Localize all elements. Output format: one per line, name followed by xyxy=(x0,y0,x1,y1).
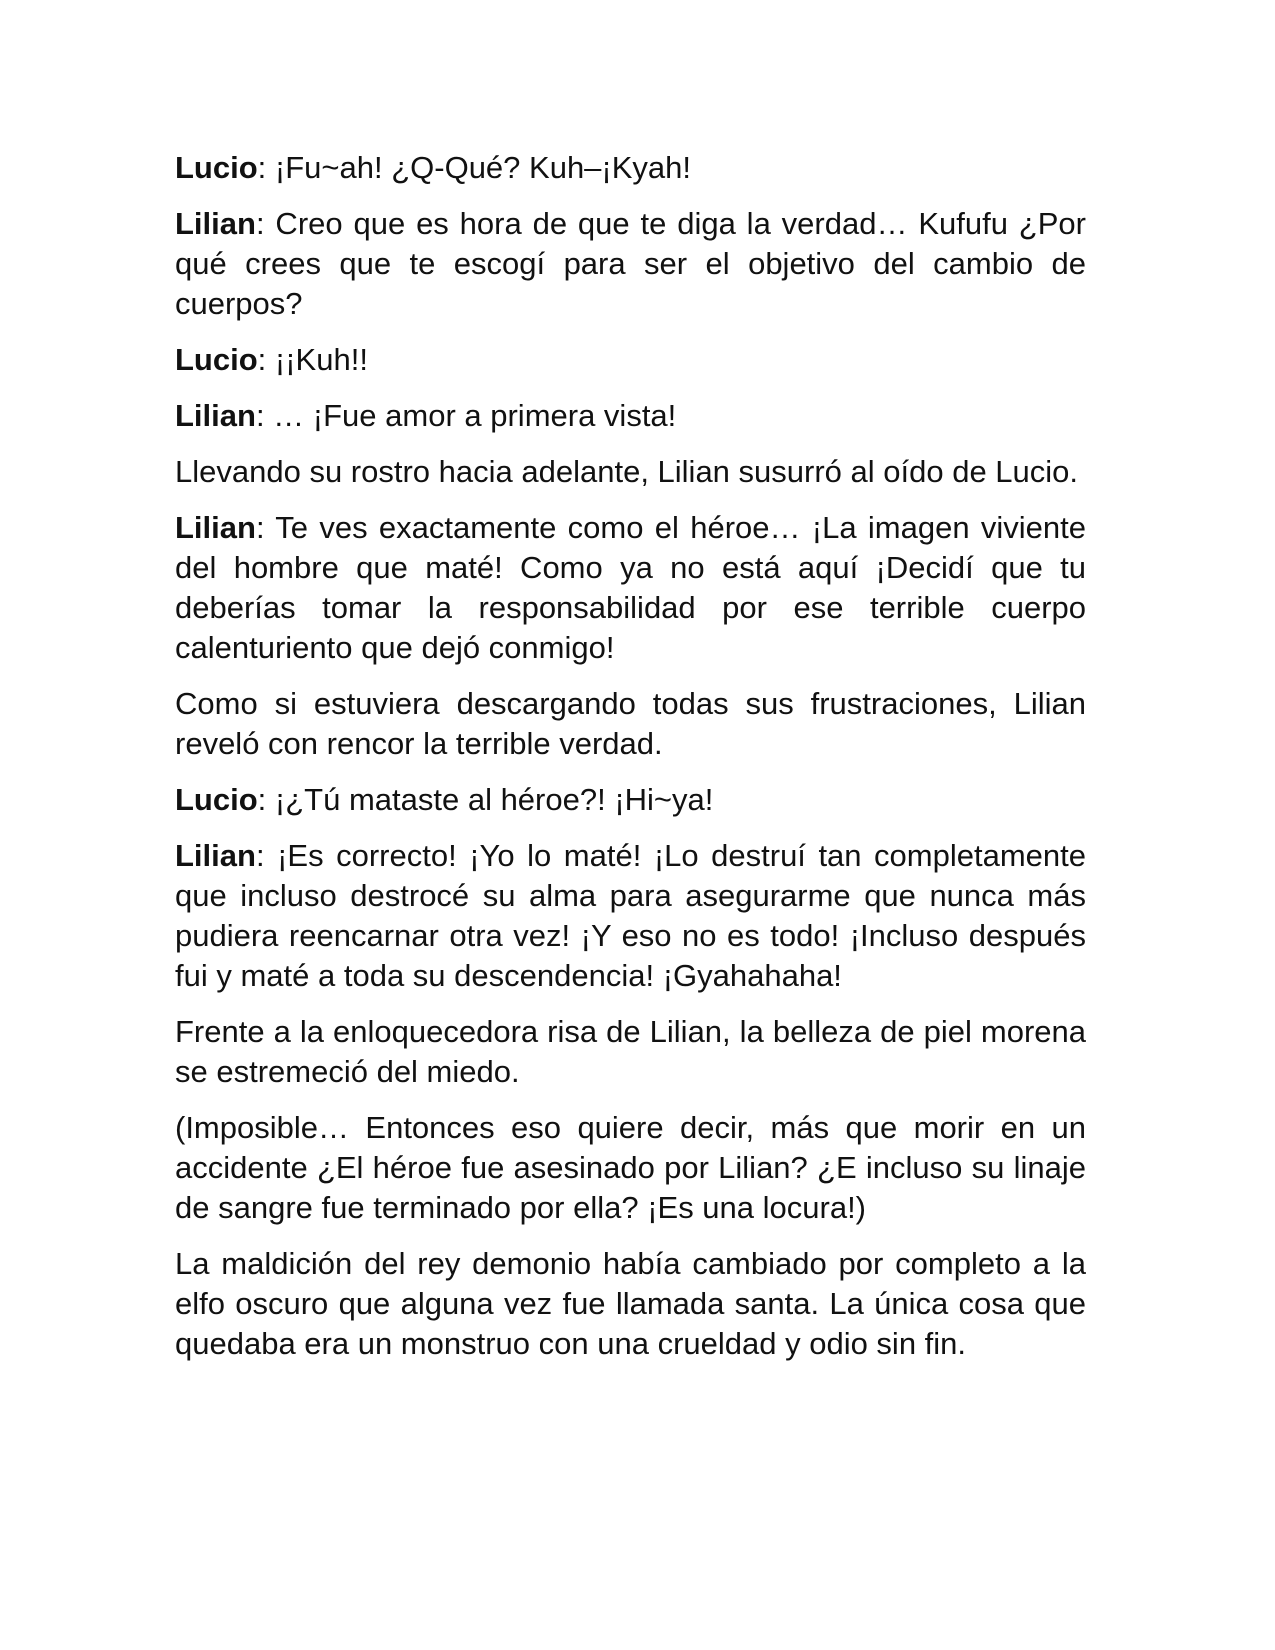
dialogue-line xyxy=(175,836,1086,996)
speaker-name: Lucio xyxy=(175,342,258,377)
dialogue-text: : ¡¿Tú mataste al héroe?! ¡Hi~ya! xyxy=(257,782,714,817)
speaker-name: Lilian xyxy=(175,510,256,545)
dialogue-text: : ¡Fu~ah! ¿Q-Qué? Kuh–¡Kyah! xyxy=(257,150,692,185)
dialogue-text: : ¡¡Kuh!! xyxy=(257,342,368,377)
dialogue-text: : … ¡Fue amor a primera vista! xyxy=(255,398,677,433)
document-page xyxy=(175,148,1086,1380)
dialogue-line xyxy=(175,340,1086,380)
dialogue-line xyxy=(175,396,1086,436)
narration-paragraph xyxy=(175,684,1086,764)
narration-text: La maldición del rey demonio había cambiado por completo a la elfo oscuro que alguna vez fue llamada santa. La única cosa que quedaba era un monstruo con una crueldad y odio sin fin. xyxy=(175,1246,1086,1361)
thought-text: (Imposible… Entonces eso quiere decir, más que morir en un accidente ¿El héroe fue asesinado por Lilian? ¿E incluso su linaje de sangre fue terminado por ella? ¡Es una locura!) xyxy=(175,1110,1086,1225)
dialogue-text: : Creo que es hora de que te diga la verdad… Kufufu ¿Por qué crees que te escogí para ser el objetivo del cambio de cuerpos? xyxy=(175,206,1086,321)
narration-paragraph xyxy=(175,1012,1086,1092)
speaker-name: Lilian xyxy=(175,398,256,433)
dialogue-line xyxy=(175,508,1086,668)
speaker-name: Lilian xyxy=(175,206,256,241)
narration-text: Frente a la enloquecedora risa de Lilian, la belleza de piel morena se estremeció del miedo. xyxy=(175,1014,1086,1089)
dialogue-line xyxy=(175,204,1086,324)
narration-text: Llevando su rostro hacia adelante, Lilian susurró al oído de Lucio. xyxy=(175,454,1079,489)
speaker-name: Lucio xyxy=(175,150,258,185)
dialogue-line xyxy=(175,148,1086,188)
speaker-name: Lilian xyxy=(175,838,256,873)
speaker-name: Lucio xyxy=(175,782,258,817)
narration-paragraph xyxy=(175,452,1086,492)
dialogue-text: : ¡Es correcto! ¡Yo lo maté! ¡Lo destruí tan completamente que incluso destrocé su alma para asegurarme que nunca más pudiera reencarnar otra vez! ¡Y eso no es todo! ¡Incluso después fui y maté a toda su descendencia! ¡Gyahahaha! xyxy=(175,838,1086,993)
narration-text: Como si estuviera descargando todas sus frustraciones, Lilian reveló con rencor la terrible verdad. xyxy=(175,686,1086,761)
dialogue-text: : Te ves exactamente como el héroe… ¡La imagen viviente del hombre que maté! Como ya no está aquí ¡Decidí que tu deberías tomar la responsabilidad por ese terrible cuerpo calenturiento que dejó conmigo! xyxy=(175,510,1086,665)
narration-paragraph xyxy=(175,1244,1086,1364)
dialogue-line xyxy=(175,780,1086,820)
inner-thought-paragraph xyxy=(175,1108,1086,1228)
